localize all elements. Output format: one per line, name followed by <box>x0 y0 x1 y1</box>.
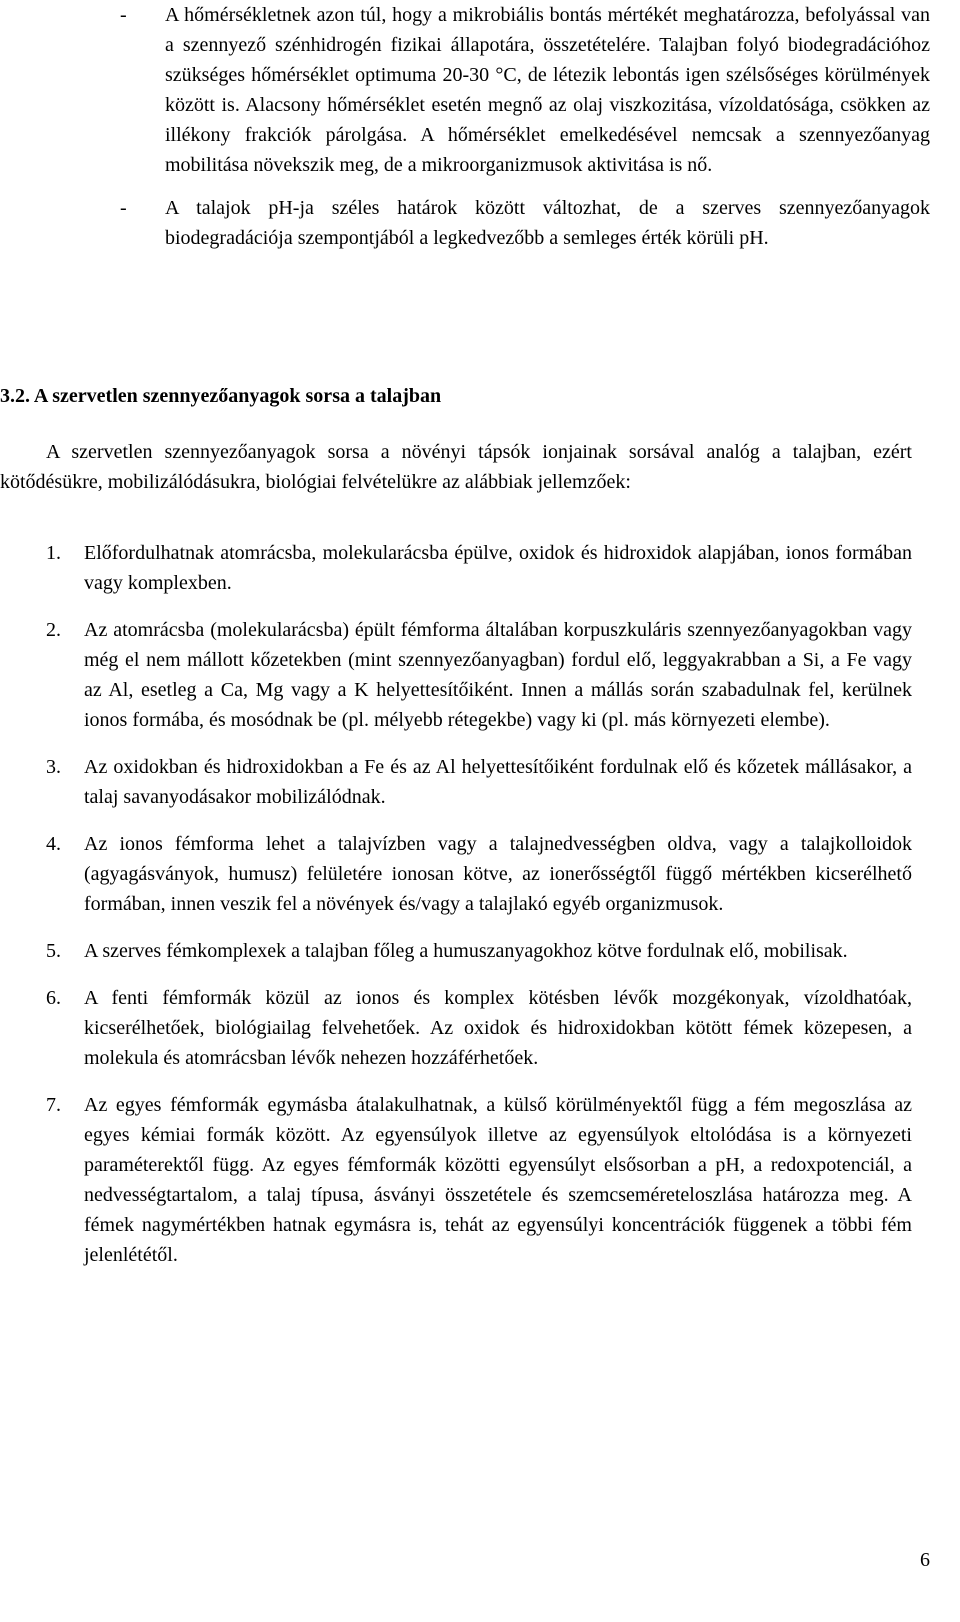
section-heading: 3.2. A szervetlen szennyezőanyagok sorsa a talajban <box>0 385 442 407</box>
item-text: A fenti fémformák közül az ionos és komplex kötésben lévők mozgékonyak, vízoldhatóak, kicserélhetőek, biológiailag felvehetőek. Az oxidok és hidroxidokban kötött fémek közepesen, a molekula és atomrácsban lévők nehezen hozzáférhetőek. <box>84 987 912 1069</box>
item-number: 1. <box>46 542 61 564</box>
page-number: 6 <box>920 1549 930 1571</box>
numbered-list-item <box>0 983 912 1073</box>
dash-list <box>0 0 930 253</box>
item-number: 5. <box>46 940 61 962</box>
item-text: Előfordulhatnak atomrácsba, molekularácsba épülve, oxidok és hidroxidok alapjában, ionos formában vagy komplexben. <box>84 542 912 594</box>
dash-list-item <box>0 0 930 180</box>
dash-bullet: - <box>120 197 127 219</box>
numbered-list-item <box>0 936 912 966</box>
numbered-list-item <box>0 1090 912 1270</box>
item-number: 2. <box>46 619 61 641</box>
item-text: Az oxidokban és hidroxidokban a Fe és az Al helyettesítőiként fordulnak elő és kőzetek mállásakor, a talaj savanyodásakor mobilizálódnak. <box>84 756 912 808</box>
item-number: 3. <box>46 756 61 778</box>
numbered-list-item <box>0 538 912 598</box>
dash-list-item <box>0 193 930 253</box>
dash-item-text: A hőmérsékletnek azon túl, hogy a mikrobiális bontás mértékét meghatározza, befolyással van a szennyező szénhidrogén fizikai állapotára, összetételére. Talajban folyó biodegradációhoz szükséges hőmérséklet optimuma 20-30 °C, de létezik lebontás igen szélsőséges körülmények között is. Alacsony hőmérséklet esetén megnő az olaj viszkozitása, vízoldatósága, csökken az illékony frakciók párolgása. A hőmérséklet emelkedésével nemcsak a szennyezőanyag mobilitása növekszik meg, de a mikroorganizmusok aktivitása is nő. <box>165 4 930 176</box>
dash-bullet: - <box>120 4 127 26</box>
item-text: Az ionos fémforma lehet a talajvízben vagy a talajnedvességben oldva, vagy a talajkolloidok (agyagásványok, humusz) felületére ionosan kötve, az ionerősségtől függő mértékben kicserélhető formában, innen veszik fel a növények és/vagy a talajlakó egyéb organizmusok. <box>84 833 912 915</box>
numbered-list-item <box>0 752 912 812</box>
item-number: 6. <box>46 987 61 1009</box>
item-text: Az egyes fémformák egymásba átalakulhatnak, a külső körülményektől függ a fém megoszlása az egyes kémiai formák között. Az egyensúlyok illetve az egyensúlyok eltolódása is a környezeti paraméterektől függ. Az egyes fémformák közötti egyensúlyt elsősorban a pH, a redoxpotenciál, a nedvességtartalom, a talaj típusa, ásványi összetétele és szemcseméreteloszlása határozza meg. A fémek nagymértékben hatnak egymásra is, tehát az egyensúlyi koncentrációk függenek a többi fém jelenlététől. <box>84 1094 912 1266</box>
numbered-list-item <box>0 829 912 919</box>
section-intro: A szervetlen szennyezőanyagok sorsa a növényi tápsók ionjainak sorsával analóg a talajban, ezért kötődésükre, mobilizálódásukra, biológiai felvételükre az alábbiak jellemzőek: <box>0 441 912 493</box>
item-number: 7. <box>46 1094 61 1116</box>
item-text: Az atomrácsba (molekularácsba) épült fémforma általában korpuszkuláris szennyezőanyagokban vagy még el nem mállott kőzetekben (mint szennyezőanyagban) fordul elő, leggyakrabban a Si, a Fe vagy az Al, esetleg a Ca, Mg vagy a K helyettesítőiként. Innen a mállás során szabadulnak fel, kerülnek ionos formába, és mosódnak be (pl. mélyebb rétegekbe) vagy ki (pl. más környezeti elembe). <box>84 619 912 731</box>
numbered-list-item <box>0 615 912 735</box>
dash-item-text: A talajok pH-ja széles határok között változhat, de a szerves szennyezőanyagok biodegradációja szempontjából a legkedvezőbb a semleges érték körüli pH. <box>165 197 930 249</box>
item-text: A szerves fémkomplexek a talajban főleg a humuszanyagokhoz kötve fordulnak elő, mobilisak. <box>84 940 848 962</box>
item-number: 4. <box>46 833 61 855</box>
numbered-list <box>0 538 912 1287</box>
